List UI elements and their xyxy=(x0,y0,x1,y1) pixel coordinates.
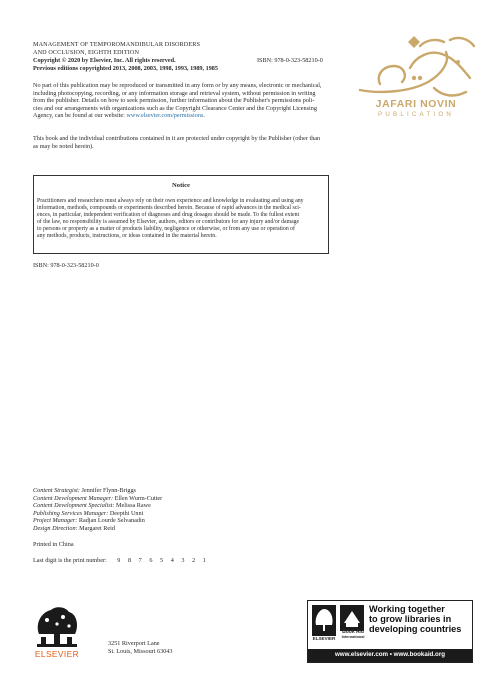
bookaid-tagline: Working together to grow libraries in developing countries xyxy=(369,604,462,635)
notice-title: Notice xyxy=(172,182,190,189)
isbn-top: ISBN: 978-0-323-58210-0 xyxy=(257,57,323,64)
rights-line: Agency, can be found at our website: www.elsevier.com/permissions. xyxy=(33,112,205,120)
printed-in: Printed in China xyxy=(33,541,74,548)
book-title-line1: MANAGEMENT OF TEMPOROMANDIBULAR DISORDERS xyxy=(33,41,200,48)
permissions-link[interactable]: www.elsevier.com/permissions xyxy=(126,112,204,120)
elsevier-tree-icon xyxy=(33,604,81,650)
print-number-line: Last digit is the print number: 9 8 7 6 5 4 3 2 1 xyxy=(33,557,213,565)
print-numbers: 9 8 7 6 5 4 3 2 1 xyxy=(117,557,206,564)
protected-paragraph: This book and the individual contributions contained in it are protected under copyright by the Publisher (other than as may be noted herein). xyxy=(33,135,321,150)
watermark-subtitle: PUBLICATION xyxy=(378,111,454,118)
book-title-line2: AND OCCLUSION, EIGHTH EDITION xyxy=(33,49,140,56)
credit-row: Publishing Services Manager: Deepthi Unni xyxy=(33,509,144,517)
watermark-name: JAFARI NOVIN xyxy=(375,98,457,110)
credit-row: Content Development Manager: Ellen Wurm-Cutter xyxy=(33,494,163,502)
rights-line: cies and our arrangements with organizations such as the Copyright Clearance Center and the Copyright Licensing xyxy=(33,104,317,112)
rights-paragraph xyxy=(33,82,333,120)
isbn-bottom: ISBN: 978-0-323-58210-0 xyxy=(33,262,99,269)
credit-row: Content Strategist: Jennifer Flynn-Briggs xyxy=(33,487,136,494)
rights-line: No part of this publication may be reproduced or transmitted in any form or by any means, electronic or mechanical, xyxy=(33,82,322,89)
bookaid-urls[interactable]: www.elsevier.com • www.bookaid.org xyxy=(334,651,446,658)
credit-row: Project Manager: Radjan Lourde Selvanadin xyxy=(33,517,145,525)
elsevier-small-logo-icon xyxy=(312,605,336,636)
credit-row: Design Direction: Margaret Reid xyxy=(33,524,115,532)
credits-list xyxy=(33,487,162,533)
notice-body: Practitioners and researchers must always rely on their own experience and knowledge in evaluating and using any information, methods, compounds or experiments described herein. Because of rapid advances in the medical sci- ences, in particular, independent verification of diagnoses and drug dosages should be made. To the fullest extent of the law, no responsibility is assumed by Elsevier, authors, editors or contributors for any injury and/or damage to persons or property as a matter of products liability, negligence or otherwise, or from any use or operation of any methods, products, instructions, or ideas contained in the material herein. xyxy=(37,198,304,240)
bookaid-elsevier-label: ELSEVIER xyxy=(312,636,336,641)
previous-editions: Previous editions copyrighted 2013, 2008, 2003, 1998, 1993, 1989, 1985 xyxy=(33,65,218,72)
book-aid-label: Book Aid International xyxy=(341,629,365,640)
credit-row: Content Development Specialist: Melissa Rawe xyxy=(33,502,151,510)
elsevier-wordmark: ELSEVIER xyxy=(34,649,80,659)
address-line2: St. Louis, Missouri 63043 xyxy=(108,648,173,655)
copyright-line: Copyright © 2020 by Elsevier, Inc. All rights reserved. xyxy=(33,57,176,64)
book-aid-icon xyxy=(340,605,364,631)
address-line1: 3251 Riverport Lane xyxy=(108,640,160,647)
rights-line: from the publisher. Details on how to seek permission, further information about the Publisher's permissions poli- xyxy=(33,97,315,105)
rights-line: including photocopying, recording, or any information storage and retrieval system, without permission in writing xyxy=(33,89,316,97)
